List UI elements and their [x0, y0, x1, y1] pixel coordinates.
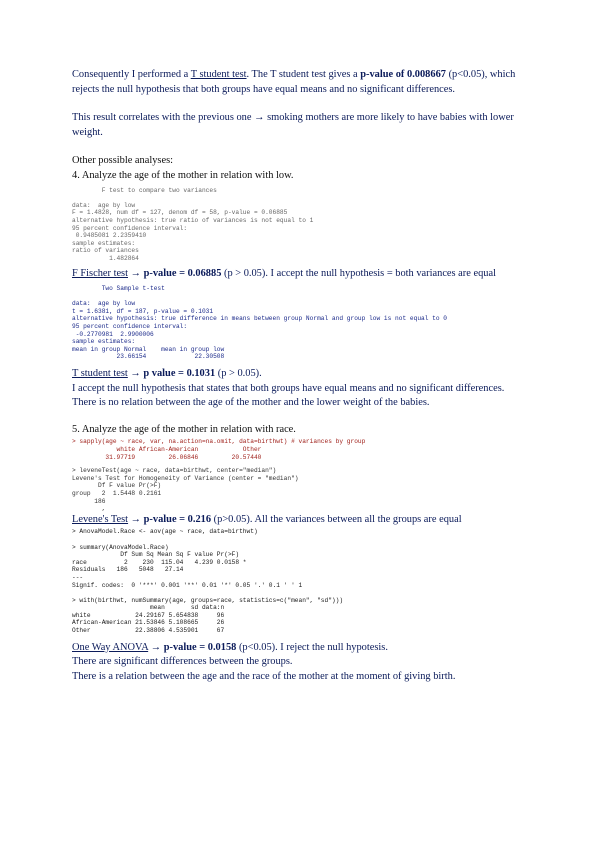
- anova-line-3: There is a relation between the age and the race of the mother at the moment of giving birth.: [72, 670, 456, 682]
- console-line: [72, 194, 532, 202]
- console-line: ---: [72, 573, 84, 581]
- levene-result: [72, 513, 532, 528]
- correlation-line-1: This result correlates with the previous one → smoking mothers are more likely to have babies with lower: [72, 112, 514, 124]
- levene-output: [72, 467, 532, 513]
- console-line: [72, 536, 532, 544]
- console-line: alternative hypothesis: true ratio of variances is not equal to 1: [72, 216, 314, 224]
- console-line: 95 percent confidence interval:: [72, 224, 188, 232]
- f-test-label: F Fischer test: [72, 267, 128, 279]
- f-test-p-value: p-value = 0.06885: [143, 267, 222, 279]
- console-line: data: age by low: [72, 201, 136, 209]
- console-line: 186: [72, 497, 106, 505]
- f-test-output: [72, 187, 532, 263]
- console-line: 1.482864: [72, 254, 139, 262]
- arrow: →: [127, 368, 144, 380]
- console-line: mean sd data:n: [72, 604, 225, 612]
- arrow: →: [148, 641, 164, 653]
- console-line: data: age by low: [72, 300, 136, 308]
- anova-label: One Way ANOVA: [72, 641, 149, 653]
- analyses-heading: Other possible analyses:: [72, 155, 173, 167]
- console-line: Other 22.38806 4.535901 67: [72, 627, 225, 635]
- question-5-heading: 5. Analyze the age of the mother in relation with race.: [72, 423, 296, 435]
- console-line: Two Sample t-test: [72, 285, 165, 293]
- p-value-highlight: p-value of 0.008667: [360, 69, 446, 80]
- console-line: [72, 293, 532, 301]
- t-test-result: [72, 367, 532, 411]
- levene-test-label: Levene's Test: [72, 513, 129, 525]
- t-test-line-2: I accept the null hypothesis that states that both groups have equal means and no significant differences.: [72, 382, 505, 394]
- console-line: > summary(AnovaModel.Race): [72, 543, 169, 551]
- console-line: mean in group Normal mean in group low: [72, 345, 225, 353]
- t-test-line-3: There is no relation between the age of the mother and the lower weight of the babies.: [72, 397, 430, 409]
- console-line: Residuals 186 5048 27.14: [72, 566, 184, 574]
- console-line: 31.97719 26.06846 20.57440: [72, 453, 262, 461]
- t-student-test-link: T student test: [190, 69, 247, 80]
- f-test-conclusion: (p > 0.05). I accept the null hypothesis = both variances are equal: [221, 267, 496, 279]
- console-line: ratio of variances: [72, 247, 139, 255]
- console-line: -0.2770981 2.9900006: [72, 330, 154, 338]
- console-line: Signif. codes: 0 '***' 0.001 '**' 0.01 '*' 0.05 '.' 0.1 ' ' 1: [72, 581, 303, 589]
- intro-text-3: (p<0.05), which: [445, 69, 516, 80]
- console-line: > leveneTest(age ~ race, data=birthwt, center="median"): [72, 467, 277, 475]
- arrow: →: [128, 267, 144, 279]
- intro-text: Consequently I performed a: [72, 69, 191, 80]
- t-test-p-value: p value = 0.1031: [143, 368, 216, 380]
- anova-line-2: There are significant differences between the groups.: [72, 656, 293, 668]
- console-line: sample estimates:: [72, 239, 136, 247]
- levene-p-value: p-value = 0.216: [143, 513, 212, 525]
- console-line: 0.9485081 2.2359410: [72, 232, 147, 240]
- document-body: [72, 68, 532, 684]
- console-line: > with(birthwt, numSummary(age, groups=race, statistics=c("mean", "sd"))): [72, 596, 344, 604]
- t-test-conclusion: (p > 0.05).: [215, 368, 262, 380]
- intro-paragraph: [72, 68, 532, 97]
- console-line: Df Sum Sq Mean Sq F value Pr(>F): [72, 551, 240, 559]
- arrow: →: [128, 513, 144, 525]
- t-test-output: [72, 285, 532, 361]
- console-line: ,: [72, 505, 106, 513]
- anova-output: [72, 528, 532, 634]
- console-line: African-American 21.53846 5.108665 26: [72, 619, 225, 627]
- console-line: white 24.29167 5.654838 96: [72, 611, 225, 619]
- console-line: > AnovaModel.Race <- aov(age ~ race, data=birthwt): [72, 528, 258, 536]
- console-line: sample estimates:: [72, 338, 136, 346]
- question-4-heading: 4. Analyze the age of the mother in relation with low.: [72, 169, 294, 181]
- console-line: alternative hypothesis: true difference in means between group Normal and group low is not equal to 0: [72, 315, 448, 323]
- console-line: Levene's Test for Homogeneity of Variance (center = "median"): [72, 474, 299, 482]
- correlation-paragraph: [72, 111, 532, 140]
- console-line: t = 1.6381, df = 187, p-value = 0.1031: [72, 307, 214, 315]
- intro-text-4: rejects the null hypothesis that both groups have equal means and no significant differences.: [72, 83, 456, 95]
- levene-conclusion: (p>0.05). All the variances between all the groups are equal: [211, 513, 462, 525]
- console-line: 95 percent confidence interval:: [72, 323, 188, 331]
- anova-conclusion: (p<0.05). I reject the null hypotesis.: [236, 641, 388, 653]
- sapply-output: [72, 438, 532, 461]
- console-line: F = 1.4828, num df = 127, denom df = 58, p-value = 0.06885: [72, 209, 288, 217]
- anova-result: [72, 641, 532, 685]
- console-line: race 2 230 115.04 4.239 0.0158 *: [72, 558, 247, 566]
- console-line: F test to compare two variances: [72, 186, 217, 194]
- console-line: Df F value Pr(>F): [72, 482, 162, 490]
- console-line: [72, 589, 532, 597]
- f-test-result: [72, 267, 532, 282]
- console-line: white African-American Other: [72, 446, 262, 453]
- anova-p-value: p-value = 0.0158: [163, 641, 237, 653]
- intro-text-2: . The T student test gives a: [246, 69, 361, 80]
- correlation-line-2: weight.: [72, 126, 103, 138]
- console-line: 23.66154 22.30508: [72, 353, 225, 361]
- t-test-label: T student test: [72, 368, 128, 380]
- console-line: > sapply(age ~ race, var, na.action=na.omit, data=birthwt) # variances by group: [72, 438, 366, 446]
- console-line: group 2 1.5448 0.2161: [72, 489, 162, 497]
